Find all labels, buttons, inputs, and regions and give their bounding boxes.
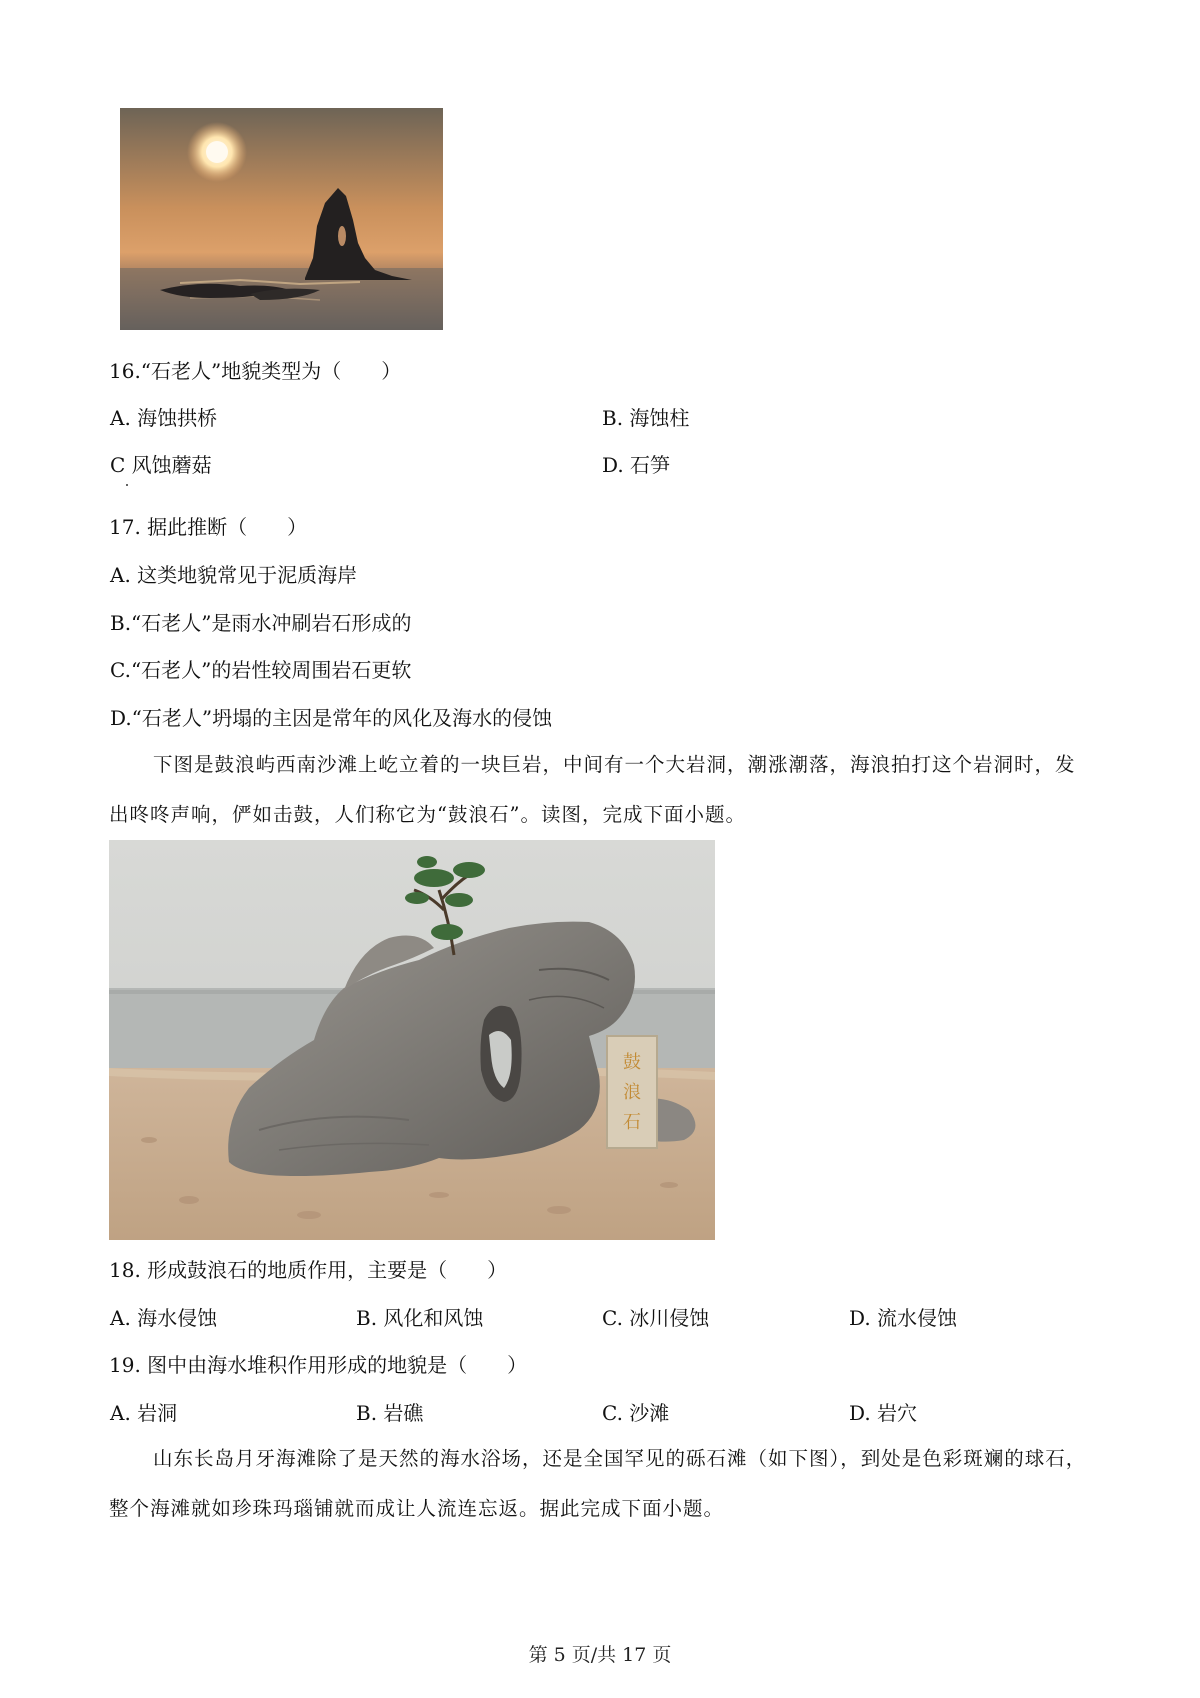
gulangshi-image (109, 840, 715, 1240)
page-number-footer: 第 5 页/共 17 页 (528, 1644, 672, 1666)
question-18-option-b: B. 风化和风蚀 (356, 1306, 484, 1330)
question-18-option-d: D. 流水侵蚀 (849, 1306, 958, 1330)
question-17-stem: 17. 据此推断（ ） (109, 515, 308, 539)
question-19-option-d: D. 岩穴 (849, 1401, 918, 1425)
stray-dot (126, 484, 128, 486)
question-16-option-b: B. 海蚀柱 (602, 406, 690, 430)
passage-gulangshi: 下图是鼓浪屿西南沙滩上屹立着的一块巨岩，中间有一个大岩洞，潮涨潮落，海浪拍打这个岩洞时，发出咚咚声响，俨如击鼓，人们称它为“鼓浪石”。读图，完成下面小题。 (109, 753, 1076, 826)
question-19-stem: 19. 图中由海水堆积作用形成的地貌是（ ） (109, 1353, 528, 1377)
stone-sign-char-1: 鼓 (623, 1052, 641, 1073)
sea-stack-image (120, 108, 443, 330)
question-19-option-a: A. 岩洞 (110, 1401, 178, 1425)
question-16-option-c: C 风蚀蘑菇 (110, 453, 212, 477)
question-17-option-c: C.“石老人”的岩性较周围岩石更软 (110, 658, 412, 682)
question-16-stem: 16.“石老人”地貌类型为（ ） (109, 359, 402, 383)
question-17-option-a: A. 这类地貌常见于泥质海岸 (110, 563, 358, 587)
sea-stack-photo (120, 108, 443, 330)
question-18-option-a: A. 海水侵蚀 (110, 1306, 218, 1330)
question-16-option-a: A. 海蚀拱桥 (110, 406, 218, 430)
stone-sign-char-2: 浪 (623, 1082, 641, 1103)
gulangshi-photo (109, 840, 715, 1240)
question-16-option-d: D. 石笋 (602, 453, 671, 477)
stone-sign-char-3: 石 (623, 1112, 641, 1133)
question-19-option-c: C. 沙滩 (602, 1401, 670, 1425)
question-19-option-b: B. 岩礁 (356, 1401, 424, 1425)
question-18-option-c: C. 冰川侵蚀 (602, 1306, 710, 1330)
question-17-option-d: D.“石老人”坍塌的主因是常年的风化及海水的侵蚀 (110, 706, 553, 730)
question-17-option-b: B.“石老人”是雨水冲刷岩石形成的 (110, 611, 412, 635)
question-18-stem: 18. 形成鼓浪石的地质作用，主要是（ ） (109, 1258, 508, 1282)
passage-yueya-beach: 山东长岛月牙海滩除了是天然的海水浴场，还是全国罕见的砾石滩（如下图），到处是色彩斑斓的球石，整个海滩就如珍珠玛瑙铺就而成让人流连忘返。据此完成下面小题。 (109, 1447, 1087, 1520)
